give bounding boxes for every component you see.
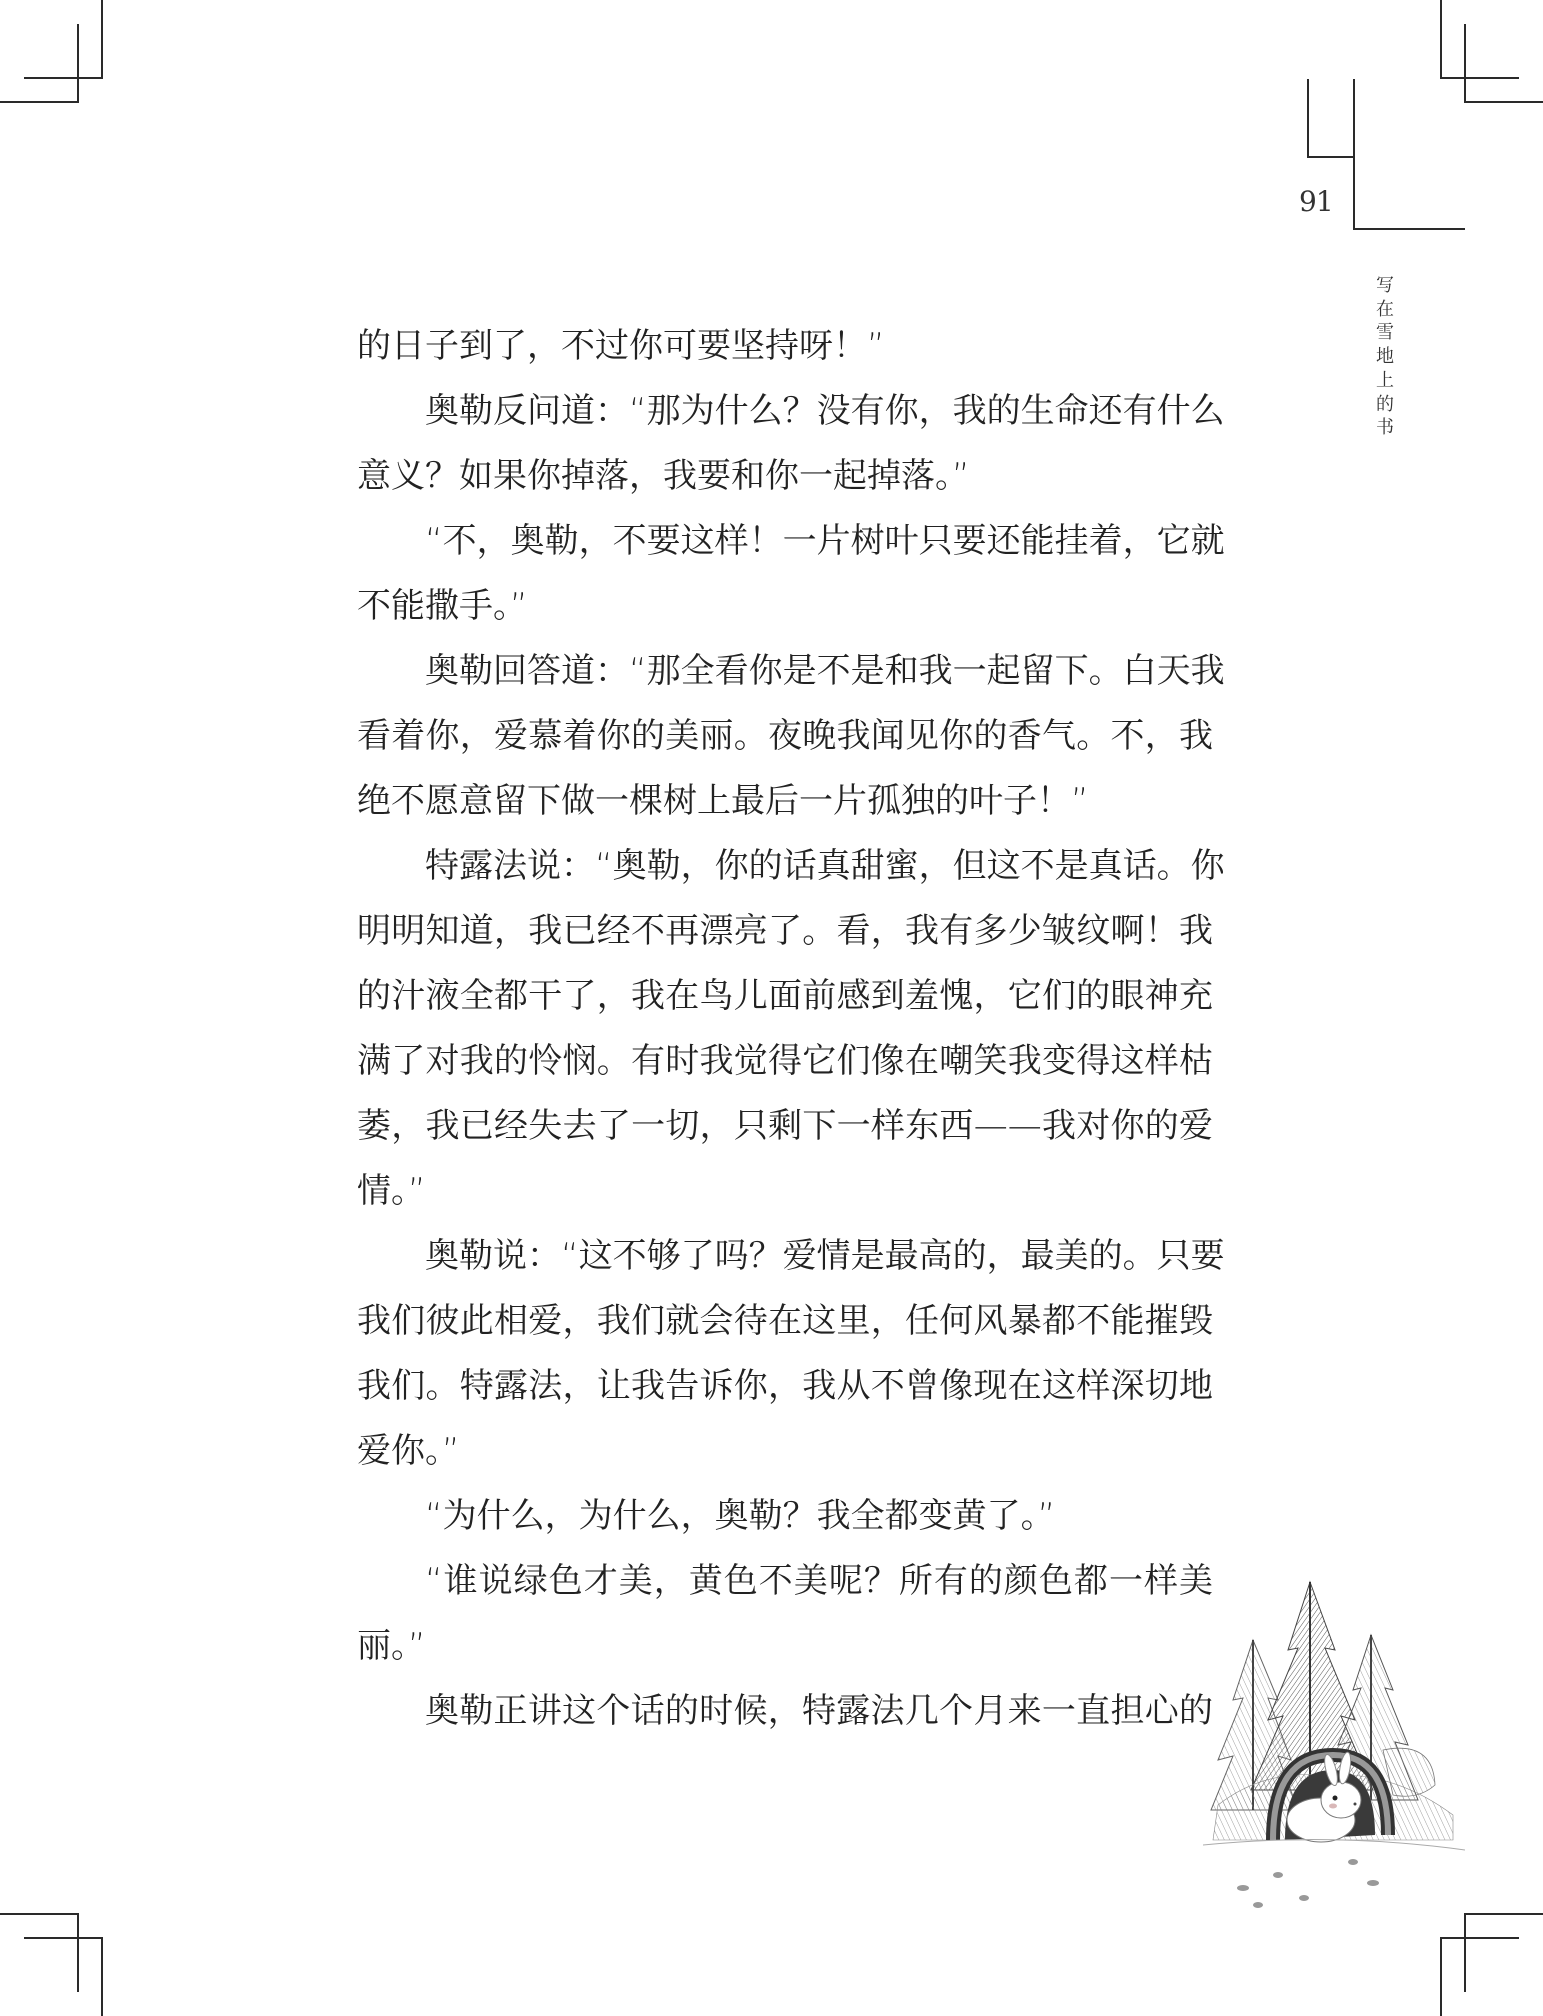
crop-mark bbox=[77, 1913, 79, 1992]
text-line: “谁说绿色才美，黄色不美呢？所有的颜色都一样美 bbox=[425, 1561, 1213, 1601]
text-line: 我们。特露法，让我告诉你，我从不曾像现在这样深切地 bbox=[357, 1366, 1213, 1406]
crop-mark bbox=[1464, 101, 1543, 103]
text-line: 丽。” bbox=[357, 1626, 426, 1666]
crop-mark bbox=[101, 0, 103, 79]
text-line: 明明知道，我已经不再漂亮了。看，我有多少皱纹啊！我 bbox=[357, 911, 1213, 951]
running-title-char: 书 bbox=[1376, 417, 1394, 439]
text-line: 萎，我已经失去了一切，只剩下一样东西——我对你的爱 bbox=[357, 1106, 1213, 1146]
rabbit-illustration bbox=[1203, 1570, 1465, 1915]
crop-mark bbox=[1440, 1937, 1442, 2016]
crop-mark bbox=[1440, 0, 1442, 79]
page-number: 91 bbox=[1299, 185, 1333, 218]
crop-mark bbox=[24, 1937, 103, 1939]
text-line: 意义？如果你掉落，我要和你一起掉落。” bbox=[357, 456, 970, 496]
text-line: 的汁液全都干了，我在鸟儿面前感到羞愧，它们的眼神充 bbox=[357, 976, 1213, 1016]
crop-mark bbox=[1440, 1937, 1519, 1939]
crop-mark bbox=[101, 1937, 103, 2016]
text-line: 奥勒反问道：“那为什么？没有你，我的生命还有什么 bbox=[425, 391, 1225, 431]
running-title-char: 地 bbox=[1376, 346, 1394, 368]
text-line: 爱你。” bbox=[357, 1431, 460, 1471]
running-title-char: 上 bbox=[1376, 369, 1394, 391]
text-line: 不能撒手。” bbox=[357, 586, 528, 626]
text-line: 绝不愿意留下做一棵树上最后一片孤独的叶子！” bbox=[357, 781, 1089, 821]
body-text bbox=[357, 314, 1225, 1744]
header-rule bbox=[1353, 228, 1465, 230]
crop-mark bbox=[1464, 1913, 1466, 1992]
text-line: 满了对我的怜悯。有时我觉得它们像在嘲笑我变得这样枯 bbox=[357, 1041, 1213, 1081]
running-title-char: 写 bbox=[1376, 275, 1394, 296]
running-title-char: 雪 bbox=[1376, 322, 1394, 344]
header-rule bbox=[1353, 79, 1355, 230]
crop-mark bbox=[0, 101, 79, 103]
text-line: 的日子到了，不过你可要坚持呀！” bbox=[357, 326, 885, 366]
header-rule bbox=[1307, 79, 1309, 158]
text-line: “不，奥勒，不要这样！一片树叶只要还能挂着，它就 bbox=[425, 521, 1225, 561]
text-line: 特露法说：“奥勒，你的话真甜蜜，但这不是真话。你 bbox=[425, 846, 1225, 886]
running-title-char: 在 bbox=[1376, 298, 1394, 320]
text-line: “为什么，为什么，奥勒？我全都变黄了。” bbox=[425, 1496, 1056, 1536]
text-line: 看着你，爱慕着你的美丽。夜晚我闻见你的香气。不，我 bbox=[357, 716, 1213, 756]
crop-mark bbox=[24, 77, 103, 79]
text-line: 情。” bbox=[357, 1171, 426, 1211]
text-line: 奥勒说：“这不够了吗？爱情是最高的，最美的。只要 bbox=[425, 1236, 1225, 1276]
crop-mark bbox=[1464, 1913, 1543, 1915]
header-rule bbox=[1307, 156, 1355, 158]
text-line: 奥勒回答道：“那全看你是不是和我一起留下。白天我 bbox=[425, 651, 1225, 691]
text-line: 奥勒正讲这个话的时候，特露法几个月来一直担心的 bbox=[425, 1691, 1213, 1731]
rabbit-sketch-icon bbox=[1203, 1570, 1465, 1915]
crop-mark bbox=[1464, 24, 1466, 103]
running-title bbox=[1374, 274, 1396, 440]
crop-mark bbox=[0, 1913, 79, 1915]
crop-mark bbox=[1440, 77, 1519, 79]
crop-mark bbox=[77, 24, 79, 103]
text-line: 我们彼此相爱，我们就会待在这里，任何风暴都不能摧毁 bbox=[357, 1301, 1213, 1341]
running-title-char: 的 bbox=[1376, 393, 1394, 415]
